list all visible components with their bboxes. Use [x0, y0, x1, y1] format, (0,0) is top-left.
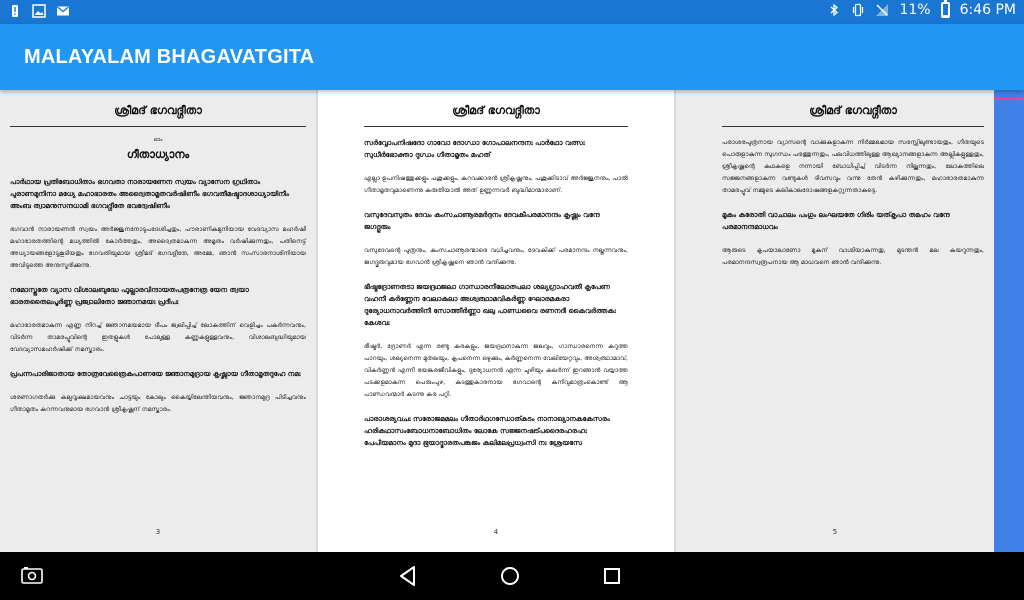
- verse-meaning: ഭീഷ്മർ, ദ്രോണർ എന്ന രണ്ടു കരകളും, ജയദ്രഥനാകുന്ന ജലവും, ഗാന്ധാരനെന്ന കറുത്ത പാറയും, ശല്യനെന്ന മുതലയും, കൃപനെന്ന ഒഴുക്കും, കർണ്ണനെന്ന വേലിയേറ്റവും, അശ്വത്ഥാമാവ്, വികർണ്ണൻ എന്നീ ഭയങ്കരജീവികളും, ദുര്യോധനൻ എന്ന ചുഴിയും കലർന്ന് ഇറങ്ങാൻ വയ്യാത്ത പടക്കളമാകുന്ന പെരുംപുഴ, കടത്തുകാരനായ ഭഗവാന്റെ കനിവുമാത്രംകൊണ്ട് ആ പാണ്ഡവന്മാർ കടന്നു കര പറ്റി.: [364, 343, 628, 398]
- page-header: ശ്രീമദ് ഭഗവദ്ഗീതാ: [722, 90, 984, 127]
- battery-percent: 11%: [899, 2, 931, 18]
- page-number: 5: [832, 528, 838, 536]
- page-left[interactable]: [0, 90, 316, 552]
- page-right[interactable]: [676, 90, 994, 552]
- home-icon[interactable]: [498, 564, 522, 588]
- verse-meaning: വസുദേവന്റെ പുത്രനും, കംസചാണൂരന്മാരെ വധിച്ചവനും, ദേവകിക്ക് പരമാനന്ദം നല്കുന്നവനും, ജഗദ്ഗുരുവുമായ ഭഗവാൻ ശ്രീകൃഷ്ണനെ ഞാൻ വന്ദിക്കുന്നു.: [364, 247, 628, 266]
- battery-level: [943, 15, 948, 16]
- verse-text: വസുദേവസുതം ദേവം കംസചാണൂരമർദ്ദനം ദേവകീപരമാനന്ദം കൃഷ്ണം വന്ദേ ജഗദ്ഗുരും: [364, 211, 600, 231]
- no-signal-icon: [875, 3, 889, 17]
- verse-text: പാർഥായ പ്രതിബോധിതാം ഭഗവതാ നാരായണേന സ്വയം വ്യാസേന ഗ്രഥിതാം പുരാണമുനിനാ മധ്യേ മഹാഭാരതം അദ്വൈതാമൃതവർഷിണീം ഭഗവതീമഷ്ടാദശാധ്യായിനീം അംബ ത്വാമനുസന്ദധാമി ഭഗവദ്ഗീതേ ഭവദ്വേഷിണീം: [10, 178, 289, 210]
- status-bar: [0, 0, 1024, 24]
- image-icon: [32, 4, 46, 18]
- verse-text: നമോസ്തുതേ വ്യാസ വിശാലബുദ്ധേ ഫുല്ലാരവിന്ദായതപത്രനേത്ര യേന ത്വയാ ഭാരതതൈലപൂർണ്ണ പ്രജ്വാലിതോ ജ്ഞാനമയഃ പ്രദീപഃ: [10, 286, 249, 306]
- verse-meaning: ശരണാഗതർക്കു കല്പവൃക്ഷമായവനും ചാട്ടയും കോലും കൈയ്യിലേന്തിയവനും, ജ്ഞാനമുദ്ര പിടിച്ചവനും ഗീതാമൃതം കറന്നവനുമായ ഭഗവാൻ ശ്രീകൃഷ്ണന് നമസ്കാരം.: [10, 394, 306, 413]
- verse-text: പ്രപന്നപാരിജാതായ തോത്രവേത്രൈകപാണയേ ജ്ഞാനമുദ്രായ കൃഷ്ണായ ഗീതാമൃതദുഹേ നമഃ: [10, 370, 301, 378]
- screenshot-icon[interactable]: [20, 564, 44, 588]
- recents-icon[interactable]: [600, 564, 624, 588]
- app-bar: [0, 24, 1024, 90]
- page-header: ശ്രീമദ് ഭഗവദ്ഗീതാ: [10, 90, 306, 127]
- verse-meaning: എല്ലാ ഉപനിഷത്തുക്കളും പശുക്കളും, കറവക്കാരൻ ശ്രീകൃഷ്ണനും, പശുക്കിടാവ് അർജ്ജുനനും, പാൽ ഗീതാമൃതവുമാണെന്നു കരുതിയാൽ അത് ഉണ്ണുന്നവർ ബുദ്ധിമാന്മാരാണ്.: [364, 175, 628, 194]
- page-number: 3: [155, 528, 161, 536]
- vibrate-icon: [851, 3, 865, 17]
- verse-meaning: ഭഗവാൻ നാരായണൻ സ്വയം അർജ്ജുനനോടുപദേശിച്ചതും, പൗരാണികമുനിയായ വേദവ്യാസ മഹർഷി മഹാഭാരതത്തിന്റെ മധ്യത്തിൽ കോർത്തതും, അദ്വൈതമാകുന്ന അമൃതം വർഷിക്കുന്നതും, പതിനെട്ട് അധ്യായങ്ങളോടുകൂടിയതും ഭഗവതിയുമായ ശ്രീമദ് ഭഗവദ്ഗീതേ, അമ്മേ, ഞാൻ സംസാരനാശിനിയായ അവിടുത്തെ അനുസ്മരിക്കുന്നു.: [10, 226, 306, 269]
- book-viewer[interactable]: [0, 90, 1024, 552]
- scrollbar[interactable]: [994, 90, 1024, 552]
- battery-icon: [941, 2, 950, 18]
- scroll-thumb[interactable]: [994, 98, 1024, 100]
- back-icon[interactable]: [396, 564, 420, 588]
- system-icons: [827, 2, 1016, 18]
- chapter-label: ഓം: [153, 137, 163, 143]
- verse-text: മൂകം കരോതി വാചാലം പംഗും ലംഘയതേ ഗിരിം യത്കൃപാ തമഹം വന്ദേ പരമാനന്ദമാധവം: [722, 211, 950, 231]
- verse-meaning: ആരുടെ കൃപയാലാണോ മൂകന് വാഗ്മിയാകുന്നതു, മുടന്തൻ മല കയറുന്നതും, പരമാനന്ദസ്വരൂപനായ ആ മാധവനെ ഞാൻ വന്ദിക്കുന്നു.: [722, 247, 984, 266]
- page-middle[interactable]: [318, 90, 674, 552]
- verse-meaning: പരാശരപുത്രനായ വ്യാസന്റെ വാക്കുകളാകുന്ന നിർമ്മലമായ സരസ്സിലുണ്ടായതും, ഗീതയുടെ പൊരുളാകുന്ന സുഗന്ധം പരത്തുന്നതും, പലവിധത്തിലുള്ള ആഖ്യാനങ്ങളാകുന്ന അല്ലികളുള്ളതും, ശ്രീകൃഷ്ണന്റെ കഥകളെ നന്നായി ബോധിപ്പിച്ച് വിടർന്ന നില്ക്കുന്നതും, ലോകത്തിലെ സജ്ജനങ്ങളാകുന്ന വണ്ടുകൾ ദിവസവും വന്നു തേൻ കഴിക്കുന്നതും, മഹാഭാരതമാകുന്ന താമരപ്പൂവ് നമ്മുടെ കലികാലദോഷങ്ങളകറ്റുന്നതാകട്ടെ.: [722, 139, 984, 194]
- notification-icons: [8, 4, 70, 18]
- clock: 6:46 PM: [959, 2, 1016, 18]
- verse-text: ഭീഷ്മദ്രോണതടാ ജയദ്രഥജലാ ഗാന്ധാരനീലോത്പലാ ശല്യഗ്രാഹവതീ കൃപേണ വഹനീ കർണ്ണേന വേലാകുലാ അശ്വത്ഥാമവികർണ്ണ ഘോരമകരാ ദുര്യോധനാവർത്തിനീ സോത്തീർണ്ണാ ഖലു പാണ്ഡവൈ രണനദീ കൈവർത്തകഃ കേശവഃ: [364, 283, 616, 327]
- gmail-icon: [56, 4, 70, 18]
- verse-text: പാരാശര്യവചഃ സരോജമമലം ഗീതാർഥഗന്ധോത്കടം നാനാഖ്യാനകകേസരം ഹരികഥാസംബോധനാബോധിതം ലോകേ സജ്ജനഷട്പദൈരഹരഹഃ പേപീയമാനം മുദാ ഭൂയാദ്ഭാരതപങ്കജം കലിമലപ്രധ്വംസി നഃ ശ്രേയസേ: [364, 415, 610, 447]
- bluetooth-icon: [827, 3, 841, 17]
- chapter-title: ഗീതാധ്യാനം: [126, 148, 190, 161]
- verse-text: സർവ്വോപനിഷദോ ഗാവോ ദോഗ്ധാ ഗോപാലനന്ദനഃ പാർഥോ വത്സഃ സുധീർഭോക്താ ദുഗ്ധം ഗീതാമൃതം മഹത്: [364, 139, 585, 159]
- page-header: ശ്രീമദ് ഭഗവദ്ഗീതാ: [364, 90, 628, 127]
- navigation-bar: [0, 552, 1024, 600]
- alert-icon: [8, 4, 22, 18]
- page-number: 4: [493, 528, 499, 536]
- verse-meaning: മഹാഭാരതമാകുന്ന എണ്ണ നിറച്ച് ജ്ഞാനമയമായ ദീപം ജ്വലിപ്പിച്ച് ലോകത്തിന് വെളിച്ചം പകർന്നവനും, വിടർന്ന താമരപ്പൂവിന്റെ ഇതളുകൾ പോലുള്ള കണ്ണുകളുള്ളവനും, വിശാലബുദ്ധിയുമായ വേദവ്യാസമഹർഷിക്ക് നമസ്കാരം.: [10, 322, 306, 353]
- app-title: MALAYALAM BHAGAVATGITA: [24, 46, 315, 68]
